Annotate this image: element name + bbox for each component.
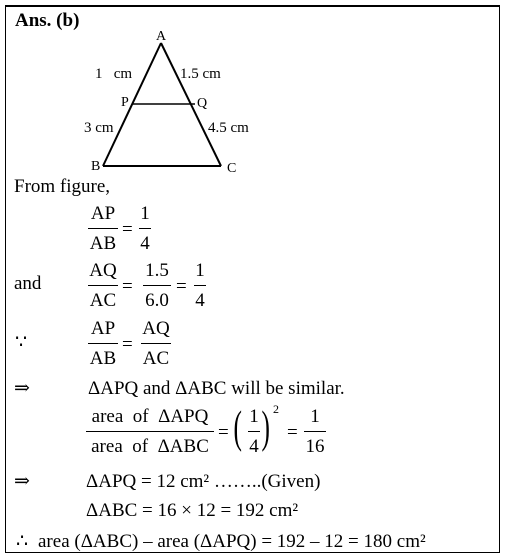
answer-label: Ans. (b) (15, 10, 80, 31)
right-parenthesis: ) (261, 401, 270, 452)
numerator: AP (90, 318, 116, 339)
vertex-p: P (121, 95, 129, 110)
fraction-bar (143, 285, 171, 286)
label-qc: 4.5 cm (208, 120, 249, 136)
vertex-a: A (156, 29, 167, 44)
denominator: AC (89, 290, 117, 312)
label-pb: 3 cm (84, 120, 114, 136)
fraction-15-60 (143, 261, 171, 310)
therefore-symbol: ∴ (16, 531, 29, 552)
left-parenthesis: ( (233, 401, 242, 452)
equals-sign: = (122, 219, 133, 240)
abc-area-statement: ΔABC = 16 × 12 = 192 cm² (86, 500, 299, 521)
fraction-one-fourth (194, 261, 206, 310)
label-aq: 1.5 cm (180, 66, 221, 82)
numerator: AP (90, 203, 116, 224)
equals-sign: = (176, 276, 187, 297)
fraction-bar (88, 285, 118, 286)
numerator: AQ (142, 318, 170, 339)
vertex-b: B (91, 159, 101, 174)
numerator: 1 (140, 203, 150, 224)
fraction-bar (86, 431, 214, 432)
fraction-bar (248, 431, 260, 432)
denominator: 16 (305, 436, 325, 458)
fraction-bar (88, 343, 118, 344)
vertex-c: C (227, 161, 237, 176)
given-area-statement: ΔAPQ = 12 cm² ……..(Given) (86, 471, 321, 492)
equals-sign: = (218, 422, 229, 443)
triangle-figure (80, 26, 260, 176)
implies-symbol: ⇒ (14, 378, 30, 399)
fraction-one-sixteenth (304, 407, 326, 456)
implies-symbol: ⇒ (14, 471, 30, 492)
fraction-bar (141, 343, 171, 344)
numerator: 1 (195, 260, 205, 281)
fraction-one-fourth (248, 407, 260, 456)
denominator: area of ΔABC (91, 436, 209, 458)
vertex-q: Q (197, 96, 208, 111)
denominator: 4 (249, 436, 259, 458)
and-text: and (14, 273, 42, 294)
denominator: AB (89, 233, 117, 255)
equals-sign: = (122, 334, 133, 355)
denominator: 4 (195, 290, 205, 312)
fraction-bar (88, 228, 118, 229)
equals-sign: = (287, 422, 298, 443)
exponent: 2 (273, 402, 279, 416)
from-figure-text: From figure, (14, 176, 111, 197)
fraction-bar (304, 431, 326, 432)
final-result: area (ΔABC) – area (ΔAPQ) = 192 – 12 = 180 cm² (38, 531, 426, 552)
similarity-statement: ΔAPQ and ΔABC will be similar. (88, 378, 345, 399)
fraction-aq-ac (88, 261, 118, 310)
fraction-ap-ab (88, 319, 118, 368)
denominator: AC (142, 348, 170, 370)
numerator: 1 (310, 406, 320, 427)
fraction-bar (194, 285, 206, 286)
fraction-aq-ac (141, 319, 171, 368)
numerator: 1 (249, 406, 259, 427)
numerator: AQ (89, 260, 117, 281)
numerator: 1.5 (145, 260, 169, 281)
fraction-one-fourth (139, 204, 151, 253)
area-ratio-fraction (86, 407, 214, 456)
because-symbol: ∵ (15, 332, 28, 353)
denominator: 6.0 (145, 290, 169, 312)
label-ap: 1 cm (95, 66, 133, 82)
fraction-ap-ab (88, 204, 118, 253)
fraction-bar (139, 228, 151, 229)
denominator: AB (89, 348, 117, 370)
denominator: 4 (140, 233, 150, 255)
numerator: area of ΔAPQ (91, 406, 209, 427)
equals-sign: = (122, 276, 133, 297)
